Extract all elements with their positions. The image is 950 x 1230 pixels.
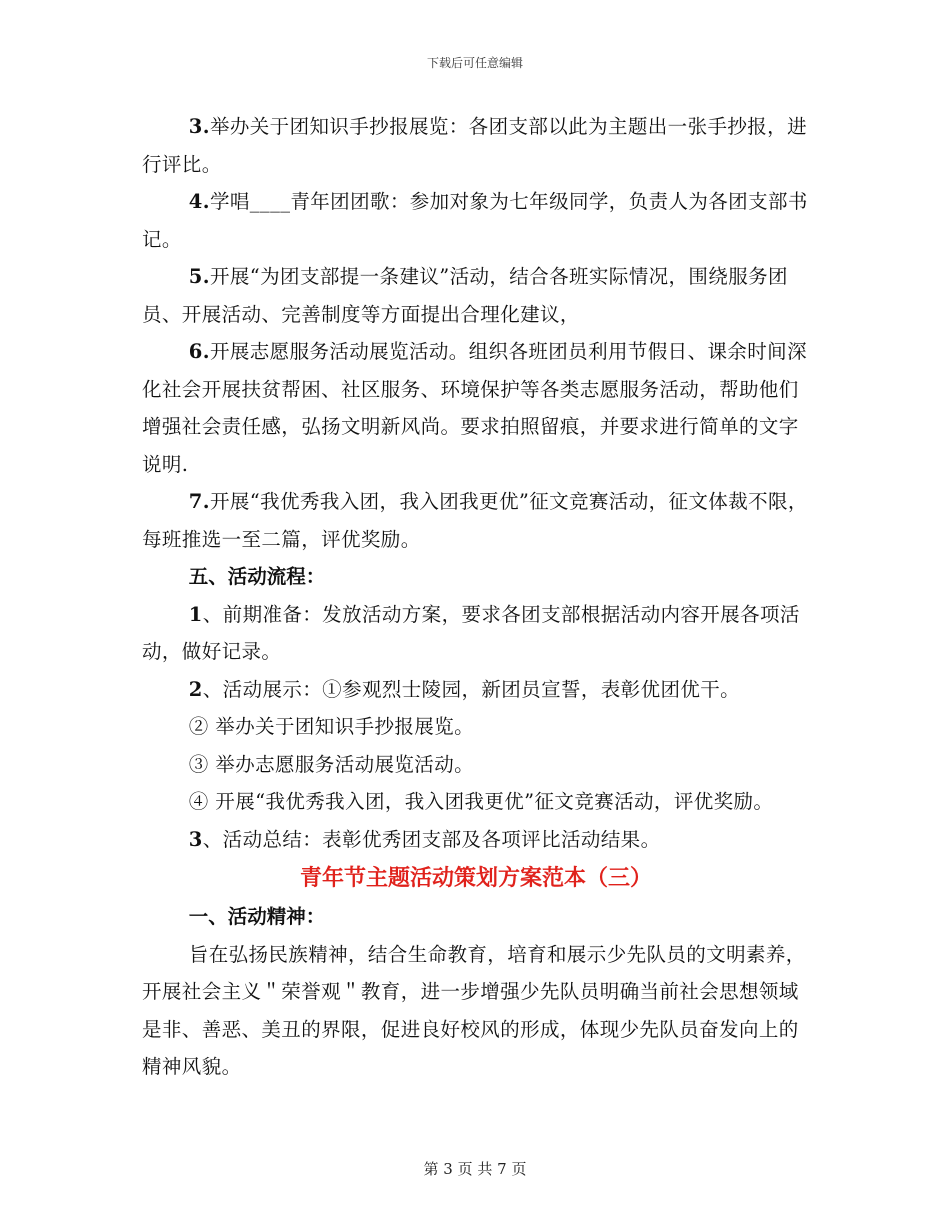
item-text: 开展“为团支部提一条建议”活动，结合各班实际情况，围绕服务团员、开展活动、完善制度等方面提出合理化建议， [142, 265, 788, 326]
spirit-paragraph: 旨在弘扬民族精神，结合生命教育，培育和展示少先队员的文明素养，开展社会主义＂荣誉观＂教育，进一步增强少先队员明确当前社会思想领域是非、善恶、美丑的界限，促进良好校风的形成，体现少先队员奋发向上的精神风貌。 [142, 942, 806, 1078]
paragraph-item-7 [142, 483, 810, 558]
item-text: 开展志愿服务活动展览活动。组织各班团员利用节假日、课余时间深化社会开展扶贫帮困、社区服务、环境保护等各类志愿服务活动，帮助他们增强社会责任感，弘扬文明新风尚。要求拍照留痕，并要求进行简单的文字说明. [142, 340, 807, 476]
item-number: 5. [188, 265, 210, 288]
item-number: 6. [188, 340, 210, 363]
paragraph-item-5 [142, 258, 810, 333]
item-number: 7. [188, 490, 210, 513]
item-text: 开展“我优秀我入团，我入团我更优”征文竞赛活动，征文体裁不限，每班推选一至二篇，评优奖励。 [142, 490, 808, 551]
item-number: 3. [188, 115, 210, 138]
process-substep-2: ② 举办关于团知识手抄报展览。 [188, 715, 474, 738]
section-heading-spirit: 一、活动精神： [188, 905, 326, 928]
item-text: 举办关于团知识手抄报展览：各团支部以此为主题出一张手抄报，进行评比。 [142, 115, 807, 176]
item-number: 4. [188, 190, 210, 213]
process-step-3 [142, 821, 810, 859]
process-substep-4: ④ 开展“我优秀我入团，我入团我更优”征文竞赛活动，评优奖励。 [188, 790, 774, 813]
step-number: 2 [188, 677, 203, 701]
process-step-2 [142, 671, 810, 709]
step-number: 3 [188, 827, 203, 851]
step-text: 、前期准备：发放活动方案，要求各团支部根据活动内容开展各项活动，做好记录。 [142, 602, 800, 663]
document-body [142, 108, 810, 1086]
page-header: 下载后可任意编辑 [426, 56, 523, 70]
section-heading-process: 五、活动流程： [188, 565, 326, 588]
step-text: 、活动展示：①参观烈士陵园，新团员宣誓，表彰优团优干。 [202, 677, 741, 701]
paragraph-item-3 [142, 108, 810, 183]
document-title: 青年节主题活动策划方案范本（三） [299, 866, 652, 891]
paragraph-item-6 [142, 333, 810, 483]
step-text: 、活动总结：表彰优秀团支部及各项评比活动结果。 [202, 827, 661, 851]
process-substep-3: ③ 举办志愿服务活动展览活动。 [188, 752, 474, 776]
paragraph-item-4 [142, 183, 810, 258]
step-number: 1 [188, 602, 203, 626]
item-text: 学唱____青年团团歌：参加对象为七年级同学，负责人为各团支部书记。 [142, 190, 808, 251]
process-step-1 [142, 596, 810, 671]
page-footer: 第 3 页 共 7 页 [423, 1160, 527, 1178]
